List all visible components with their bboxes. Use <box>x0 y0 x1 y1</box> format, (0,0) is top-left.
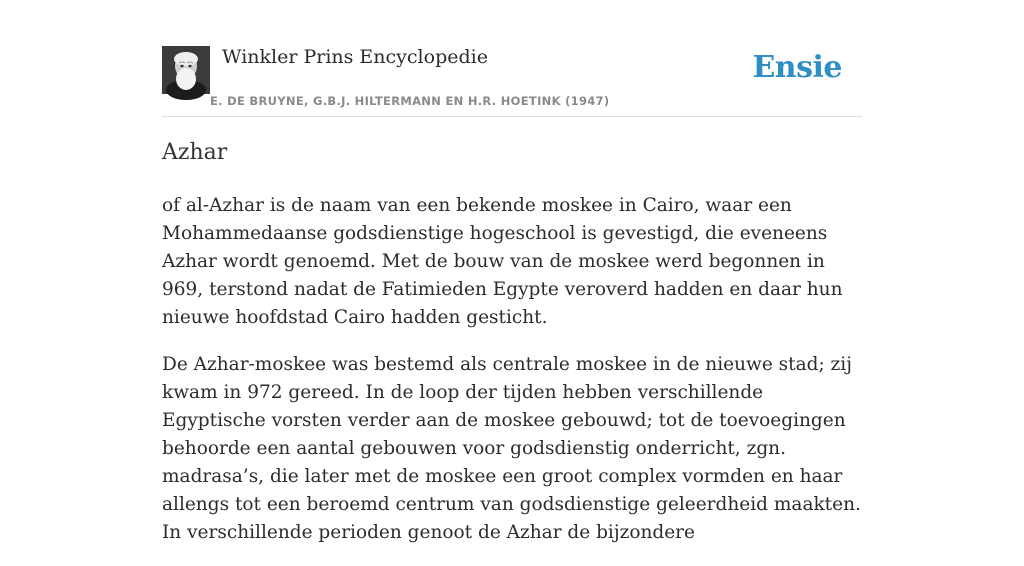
author-avatar[interactable] <box>162 46 210 94</box>
encyclopedia-header <box>162 0 862 117</box>
encyclopedia-title[interactable]: Winkler Prins Encyclopedie <box>222 46 488 68</box>
author-portrait-icon <box>162 46 210 94</box>
article-title: Azhar <box>162 140 228 165</box>
article-body <box>162 192 862 566</box>
encyclopedia-authors: E. DE BRUYNE, G.B.J. HILTERMANN EN H.R. HOETINK (1947) <box>210 94 610 108</box>
article-card <box>162 0 862 543</box>
article-paragraph: of al-Azhar is de naam van een bekende moskee in Cairo, waar een Mohammedaanse godsdienstige hogeschool is gevestigd, die eveneens Azhar wordt genoemd. Met de bouw van de moskee werd begonnen in 969, terstond nadat de Fatimieden Egypte veroverd hadden en daar hun nieuwe hoofdstad Cairo hadden gesticht. <box>162 195 843 328</box>
brand-logo[interactable]: Ensie <box>752 50 842 85</box>
article-paragraph: De Azhar-moskee was bestemd als centrale moskee in de nieuwe stad; zij kwam in 972 gereed. In de loop der tijden hebben verschillende Egyptische vorsten verder aan de moskee gebouwd; tot de toevoegingen behoorde een aantal gebouwen voor godsdienstig onderricht, zgn. madrasa’s, die later met de moskee een groot complex vormden en haar allengs tot een beroemd centrum van godsdienstige geleerdheid maakten. In verschillende perioden genoot de Azhar de bijzondere <box>162 354 861 543</box>
